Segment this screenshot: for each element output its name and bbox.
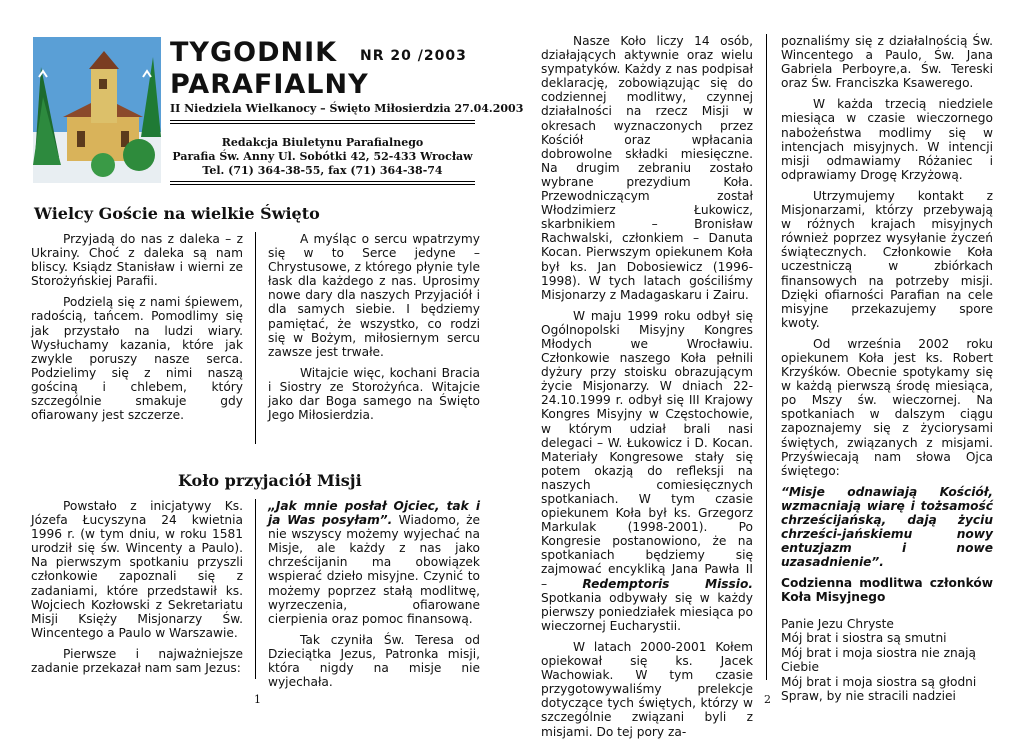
article2-divider <box>255 499 256 679</box>
editorial-block <box>170 136 475 178</box>
prayer-text <box>781 617 993 704</box>
church-illustration <box>33 37 161 183</box>
page2-column2 <box>781 34 993 704</box>
article1-left-p1: Przyjadą do nas z daleka – z Ukrainy. Choć z daleka są nam bliscy. Ksiądz Stanisław i wierni ze Storożyńskiej Parafii. <box>31 232 243 289</box>
issue-number: NR 20 /2003 <box>360 48 467 64</box>
article2-right-column <box>268 499 480 696</box>
article2-left-p1: Powstało z inicjatywy Ks. Józefa Łucyszyna 24 kwietnia 1996 r. (w tym dniu, w roku 1581 urodził się św. Wincenty a Paulo). Na pierwszym spotkaniu przyszli członkowie zapoznali się z zadaniami, które przedstawił ks. Wojciech Kozłowski z Sekretariatu Misji Księży Misjonarzy Św. Wincentego a Paulo w Warszawie. <box>31 499 243 640</box>
editorial-address: Parafia Św. Anny Ul. Sobótki 42, 52-433 Wrocław <box>172 150 473 163</box>
page2-col1-p2-before: W maju 1999 roku odbył się Ogólnopolski Misyjny Kongres Młodych we Wrocławiu. Członkowie naszego Koła pełnili dyżury przy stoisku obrazującym życie Misjonarzy. W dniach 22-24.10.1999 r. odbył się III Krajowy Kongres Misyjny w Częstochowie, w którym udział brali nasi delegaci – W. Łukowicz i D. Kocan. Materiały Kongresowe stały się potem okazją do refleksji na naszych comiesięcznych spotkaniach. W tym czasie opiekunem Koła był ks. Grzegorz Markulak (1998-2001). Po Kongresie postanowiono, że na spotkaniach będziemy się zajmować encykliką Jana Pawła II – <box>541 308 753 591</box>
masthead-title-line1: TYGODNIK <box>170 37 338 68</box>
page2-col2-p3: Utrzymujemy kontakt z Misjonarzami, którzy przebywają w różnych krajach misyjnych również poprzez wysyłanie życzeń świątecznych. Członkowie Koła uczestniczą w zbiórkach finansowych na potrzeby misji. Dzięki ofiarności Parafian na cele misyjne przekazujemy spore kwoty. <box>781 188 993 330</box>
article1-right-column <box>268 232 480 429</box>
page-number-right: 2 <box>764 693 771 706</box>
editorial-phone: Tel. (71) 364-38-55, fax (71) 364-38-74 <box>202 164 443 177</box>
article2-right-p1-rest: Wiadomo, że nie wszyscy możemy wyjechać na Misje, ale każdy z nas jako chrześcijanin ma obowiązek wspierać dzieło misyjne. Czynić to możemy poprzez stałą modlitwę, wyrzeczenia, ofiarowane cierpienia oraz pomoc finansową. <box>268 513 480 626</box>
editorial-name: Redakcja Biuletynu Parafialnego <box>221 136 424 149</box>
page2-col1-p3: W latach 2000-2001 Kołem opiekował się ks. Jacek Wachowiak. W tym czasie przygotowywaliśmy prelekcje dotyczące tych świętych, którzy w szczególnie związani byli z misjami. Do tej pory za- <box>541 639 753 739</box>
article1-right-p1: A myśląc o sercu wpatrzymy się w to Serce jedyne – Chrystusowe, z którego płynie tyle łask dla każdego z nas. Uprosimy nowe dary dla naszych Przyjaciół i dla samych siebie. I będziemy pamiętać, że wszystko, co rodzi się w Bożym, miłosiernym sercu zawsze jest trwałe. <box>268 232 480 359</box>
prayer-line: Mój brat i siostra są smutni <box>781 631 947 646</box>
encyclical-title: Redemptoris Missio. <box>582 576 753 591</box>
masthead-rule-bottom2 <box>170 184 475 185</box>
prayer-line: Panie Jezu Chryste <box>781 616 894 631</box>
masthead-rule-top <box>170 120 475 121</box>
masthead-subtitle: II Niedziela Wielkanocy – Święto Miłosierdzia 27.04.2003 <box>170 102 524 115</box>
article1-title: Wielcy Goście na wielkie Święto <box>34 204 320 223</box>
article1-right-p2: Witajcie więc, kochani Bracia i Siostry ze Storożyńca. Witajcie jako dar Boga samego na Święto Jego Miłosierdzia. <box>268 365 480 423</box>
page2-col1-p2-after: Spotkania odbywały się w każdy pierwszy poniedziałek miesiąca po wieczornej Eucharystii. <box>541 590 753 633</box>
article1-left-p2: Podzielą się z nami śpiewem, radością, tańcem. Pomodlimy się jak przystało na ludzi wiary. Wysłuchamy kazania, które jak zwykle poruszy nasze serca. Podzielimy się z nimi naszą gościną i chlebem, który szczególnie smakuje gdy ofiarowany jest szczerze. <box>31 295 243 423</box>
prayer-heading: Codzienna modlitwa członków Koła Misyjnego <box>781 576 993 605</box>
masthead-rule-bottom <box>170 181 475 182</box>
article2-left-column <box>31 499 243 682</box>
masthead-title-line2: PARAFIALNY <box>170 69 369 100</box>
mission-quote <box>781 485 993 570</box>
page2-col1-p1: Nasze Koło liczy 14 osób, działających aktywnie oraz wielu sympatyków. Każdy z nas podpisał deklarację, zobowiązując się do codziennej modlitwy, czynnej działalności na rzecz Misji w okresach wyznaczonych przez Kościół oraz wpłacania dobrowolne składki miesięczne. Na drugim zebraniu zostało wybrane prezydium Koła. Przewodniczącym został Włodzimierz Łukowicz, skarbnikiem – Bronisław Rachwalski, członkiem – Danuta Kocan. Pierwszym opiekunem Koła był ks. Jan Dobosiewicz (1996-1998). W tych latach gościliśmy Misjonarzy z Madagaskaru i Zairu. <box>541 34 753 302</box>
page-number-left: 1 <box>254 693 261 706</box>
masthead-rule-top2 <box>170 123 475 124</box>
article2-right-p2: Tak czyniła Św. Teresa od Dzieciątka Jezus, Patronka misji, która nigdy na misje nie wyjechała. <box>268 632 480 690</box>
prayer-line: Mój brat i moja siostra są głodni <box>781 674 977 689</box>
article2-left-p2: Pierwsze i najważniejsze zadanie przekazał nam sam Jezus: <box>31 646 243 676</box>
article1-left-column <box>31 232 243 429</box>
article2-quote: „Jak mnie posłał Ojciec, tak i ja Was posyłam”. <box>268 499 480 528</box>
prayer-line: Spraw, by nie stracili nadziei <box>781 689 956 704</box>
page2-col1-p2 <box>541 309 753 633</box>
article1-divider <box>255 232 256 444</box>
article2-title: Koło przyjaciół Misji <box>178 471 362 490</box>
prayer-line: Mój brat i moja siostra nie znają Ciebie <box>781 645 977 675</box>
article2-right-p1 <box>268 499 480 626</box>
page2-divider <box>766 34 767 680</box>
page2-col2-p2: W każda trzecią niedziele miesiąca w czasie wieczornego nabożeństwa modlimy się w intencjach misyjnych. W intencji misji odmawiamy Różaniec i odprawiamy Drogę Krzyżową. <box>781 97 993 182</box>
mission-quote-text: “Misje odnawiają Kościół, wzmacniają wiarę i tożsamość chrześcijańską, dają życiu chrześci-jańskiemu nowy entuzjazm i nowe uzasadnienie”. <box>781 484 993 570</box>
page2-col2-p1: poznaliśmy się z działalnością Św. Wincentego a Paulo, Św. Jana Gabriela Perboyre,a. Św. Tereski oraz Św. Franciszka Ksawerego. <box>781 34 993 91</box>
page2-col2-p4: Od września 2002 roku opiekunem Koła jest ks. Robert Krzyśków. Obecnie spotykamy się w każdą pierwszą środę miesiąca, po Mszy św. wieczornej. Na spotkaniach w dalszym ciągu zapoznajemy się z życiorysami świętych, związanych z misjami. Przyświecają nam słowa Ojca świętego: <box>781 336 993 478</box>
page2-column1 <box>541 34 753 746</box>
